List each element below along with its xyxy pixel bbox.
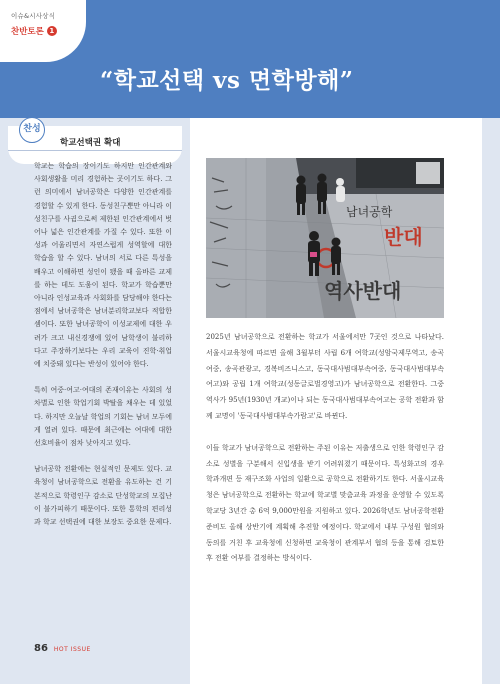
floor-text-0: 남녀공학 (346, 205, 393, 219)
floor-text-1: 반대 (384, 225, 423, 249)
page-number: 86 (34, 643, 48, 654)
page-footer (34, 643, 91, 654)
sidebar-paragraph: 남녀공학 전환에는 현실적인 문제도 있다. 교육청이 남녀공학으로 전환을 유도하는 건 기본적으로 학령인구 감소로 단성학교의 모집난이 불가피하기 때문이다. 또한 통학의 편리성과 학교 선택권에 대한 보장도 중요한 문제다. (34, 465, 172, 527)
sidebar-paragraph: 학교는 학습의 장이기도 하지만 인간관계와 사회생활을 미리 경험하는 곳이기도 하다. 그런 의미에서 남녀공학은 다양한 인간관계를 경험할 수 있게 한다. 동성친구뿐만 아니라 이성친구를 사귐으로써 제한된 인간관계에서 벗어나 넓은 인간관계를 가질 수 있다. 또한 이성과 어울리면서 자연스럽게 성역할에 대한 학습을 할 수 있다. 남녀의 서로 다른 특성을 배우고 이해하면 성인이 됐을 때 올바른 교제를 하는 데도 도움이 된다. 학교가 학습뿐만 아니라 인성교육과 사회화를 담당해야 한다는 점에서 남녀공학은 남녀분리학교보다 적합한 셈이다. 또한 남녀공학이 이성교제에 대한 우려가 크고 내신경쟁에 있어 남학생이 불리하다고 주장하기보다는 우리 교육이 진학·취업에 치중돼 있다는 반성이 있어야 한다. (34, 162, 172, 369)
protest-street-photo (206, 158, 444, 318)
sidebar-paragraph: 특히 여중·여고·여대의 존재이유는 사회의 성차별로 인한 학업기회 박탈을 채우는 데 있었다. 하지만 오늘날 학업의 기회는 남녀 모두에게 열려 있다. 때문에 최근에는 여대에 대한 선호비율이 점차 낮아지고 있다. (34, 386, 172, 448)
magazine-name: HOT ISSUE (53, 646, 91, 653)
heading-divider (8, 150, 182, 151)
article-paragraph: 2025년 남녀공학으로 전환하는 학교가 서울에서만 7곳인 것으로 나타났다. 서울시교육청에 따르면 올해 3월부터 사립 6개 여학교(성암국제무역고, 송곡여중, 송곡관광고, 경복비즈니스고, 동국대사범대부속여중, 동국대사범대부속여고)와 공립 1개 여학교(성동글로벌경영고)가 남녀공학으로 전환한다. 그중 역사가 95년(1930년 개교)이나 되는 동국대사범대부속여고는 공학 전환과 함께 교명이 '동국대사범대부속가람고'로 바뀐다. (206, 333, 444, 420)
series-label (11, 25, 57, 37)
sidebar-heading: 학교선택권 확대 (60, 138, 121, 148)
page-title: “학교선택 vs 면학방해” (100, 67, 354, 94)
article-body (206, 330, 444, 583)
series-title: 찬반토론 (11, 27, 44, 37)
stance-badge: 찬성 (19, 117, 45, 143)
margin-bar (482, 118, 500, 684)
news-photo (206, 158, 444, 318)
sidebar-body (34, 160, 172, 542)
article-paragraph: 이들 학교가 남녀공학으로 전환하는 주된 이유는 저출생으로 인한 학령인구 감소로 성별을 구분해서 신입생을 받기 어려워졌기 때문이다. 특성화고의 경우 학과개편 등 재구조화 사업의 일환으로 공학으로 전환하기도 한다. 서울시교육청은 남녀공학으로 전환하는 학교에 학교별 맞춤교육 과정을 운영할 수 있도록 학교당 3년간 총 6억 9,000만원을 지원하고 있다. 2026학년도 남녀공학전환 준비도 올해 상반기에 계획해 추진할 예정이다. 학교에서 내부 구성원 협의와 동의를 거친 후 교육청에 신청하면 교육청이 관계부서 협의 등을 통해 검토한 후 전환 여부를 결정하는 방식이다. (206, 443, 444, 563)
series-number-badge: 1 (47, 26, 57, 36)
section-label: 이슈&시사상식 (11, 12, 56, 20)
floor-text-2: 역사반대 (324, 279, 402, 303)
